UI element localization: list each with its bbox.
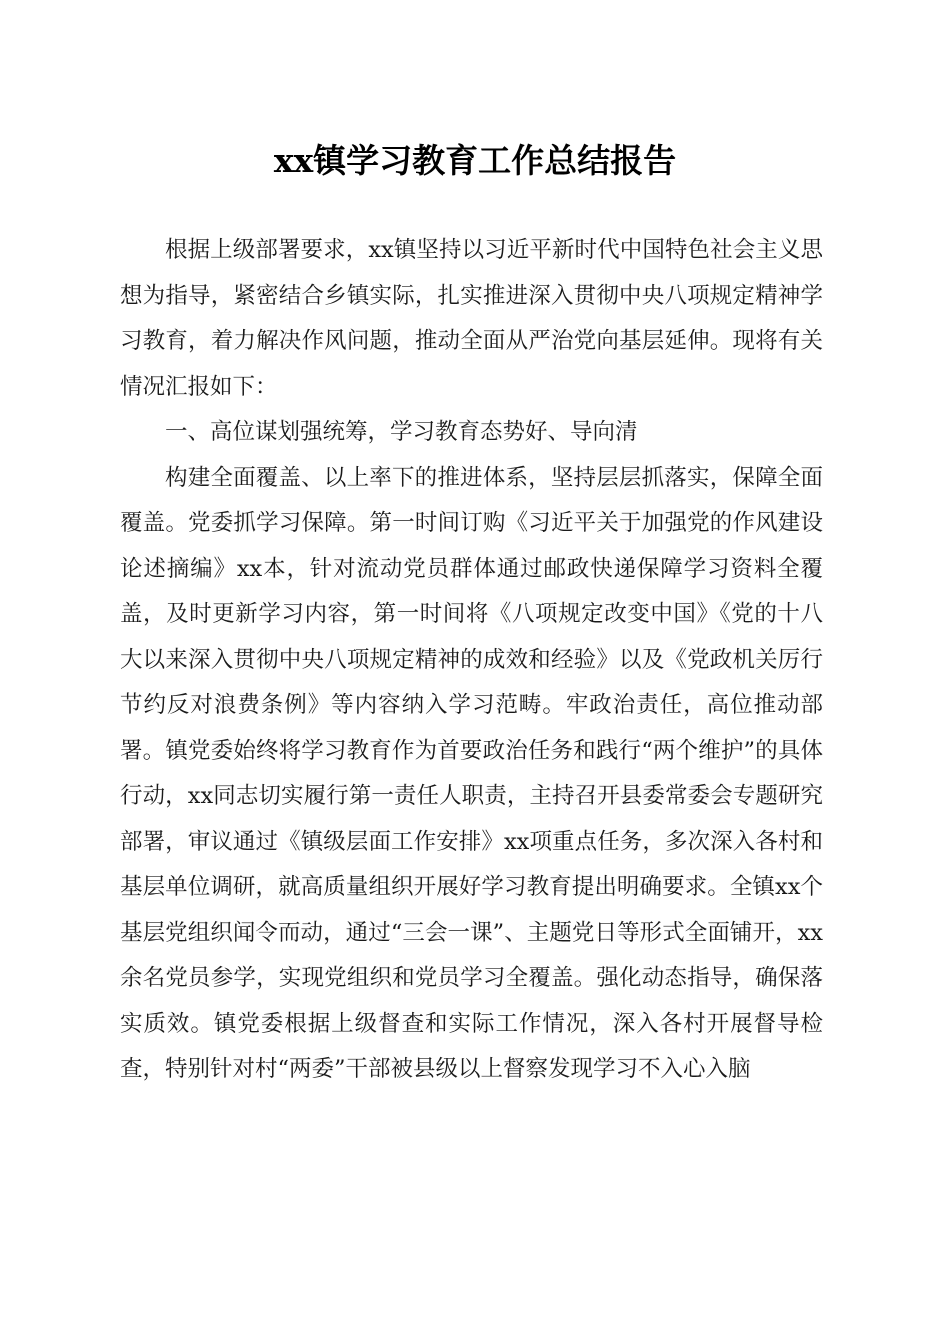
document-body [120,228,823,1093]
section-heading: 一、高位谋划强统筹，学习教育态势好、导向清 [165,419,638,445]
document-title: xx镇学习教育工作总结报告 [273,141,677,180]
intro-paragraph: 根据上级部署要求，xx镇坚持以习近平新时代中国特色社会主义思想为指导，紧密结合乡镇实际，扎实推进深入贯彻中央八项规定精神学习教育，着力解决作风问题，推动全面从严治党向基层延伸。现将有关情况汇报如下： [120,237,823,400]
section-paragraph: 构建全面覆盖、以上率下的推进体系，坚持层层抓落实，保障全面覆盖。党委抓学习保障。第一时间订购《习近平关于加强党的作风建设论述摘编》xx本，针对流动党员群体通过邮政快递保障学习资料全覆盖，及时更新学习内容，第一时间将《八项规定改变中国》《党的十八大以来深入贯彻中央八项规定精神的成效和经验》以及《党政机关厉行节约反对浪费条例》等内容纳入学习范畴。牢政治责任，高位推动部署。镇党委始终将学习教育作为首要政治任务和践行“两个维护”的具体行动，xx同志切实履行第一责任人职责，主持召开县委常委会专题研究部署，审议通过《镇级层面工作安排》xx项重点任务，多次深入各村和基层单位调研，就高质量组织开展好学习教育提出明确要求。全镇xx个基层党组织闻令而动，通过“三会一课”、主题党日等形式全面铺开，xx余名党员参学，实现党组织和党员学习全覆盖。强化动态指导，确保落实质效。镇党委根据上级督查和实际工作情况，深入各村开展督导检查，特别针对村“两委”干部被县级以上督察发现学习不入心入脑 [120,464,823,1082]
